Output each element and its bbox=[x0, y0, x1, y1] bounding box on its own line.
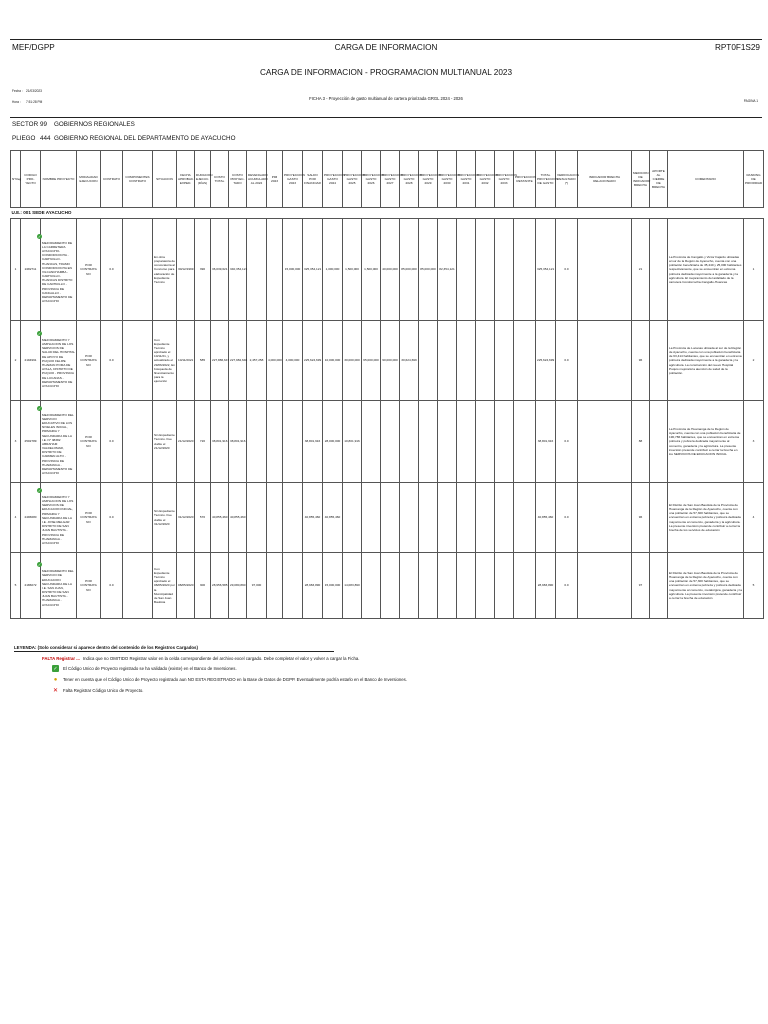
project-name: MEJORAMIENTO DE LA CARRETERA AYACUCHO-CONDORCOCHA - CARHUILLO-HUANCAS, TRAMO CONDORCOCHA EN VILCANCHAMBA - CARHUILLO-HUANCAS DISTRITO DE CARHUILLO - PROVINCIA DE CANGALLO - DEPARTAMENTO DE AYACUCHO bbox=[42, 240, 73, 304]
check-icon: ✓ bbox=[37, 487, 42, 493]
cell-comentario: La Provincia de Lucanas ubicada al sur de la Región de Ayacucho, cuenta con una población beneficiaria de 63,414 habitantes, que se encuentran en extrema pobreza dedicada mayormente a la ganadería y la agricultura. La construcción del nuevo Hospital Puquio mejorará la atención de salud de la población. bbox=[668, 321, 744, 401]
cell-ranking: 1 bbox=[744, 219, 764, 321]
cell-p2023 bbox=[283, 401, 303, 483]
cell-p2027: 40,000,000 bbox=[381, 219, 400, 321]
check-icon: ✓ bbox=[37, 405, 42, 411]
cell-componentes bbox=[123, 321, 153, 401]
cell-p2033 bbox=[495, 483, 514, 553]
cell-p2031 bbox=[457, 483, 476, 553]
cell-n: 3 bbox=[11, 401, 21, 483]
cell-p2029 bbox=[419, 553, 438, 619]
column-header: FECHA APROBAC. EXPED. bbox=[177, 151, 195, 208]
cell-situacion: Sin Expediente Técnico. Fue viable el 21/12/2020 bbox=[153, 401, 177, 483]
cell-verif: 0.0 bbox=[556, 219, 578, 321]
cell-total: 28,983,890 bbox=[536, 553, 556, 619]
cell-comentario: La Provincia de Huamanga de la Región de Ayacucho, cuenta con una población beneficiaria de 190,786 habitantes, que se encuentran en extrema pobreza y pobreza dedicada mayormente al comercio, ganadería y la agricultura. La presente inversión pretende contribuir a cerrar la brecha en los SERVICIOS DE EDUCACION INICIAL bbox=[668, 401, 744, 483]
column-header: NOMBRE PROYECTO bbox=[41, 151, 77, 208]
cell-ranking: 4 bbox=[744, 483, 764, 553]
warning-icon: ● bbox=[53, 676, 58, 683]
legend-title: LEYENDA: (Solo considerar si aparece dentro del contenido de los Registros Cargados) bbox=[14, 645, 334, 652]
column-header: INDICADOR BRECHA RELACIONADO bbox=[578, 151, 632, 208]
cell-p2030: 82,354,121 bbox=[438, 219, 457, 321]
cell-costo-proy: 340,354,121 bbox=[229, 219, 247, 321]
cell-medicion: 97 bbox=[632, 553, 650, 619]
table-row bbox=[11, 553, 764, 619]
cell-restante bbox=[514, 219, 536, 321]
cell-total: 40,855,460 bbox=[536, 483, 556, 553]
cell-verif: 0.0 bbox=[556, 401, 578, 483]
cell-saldo: 28,983,890 bbox=[303, 553, 323, 619]
fecha-value: 21/03/2023 bbox=[26, 89, 42, 93]
cell-p2032 bbox=[476, 553, 495, 619]
cell-verif: 0.0 bbox=[556, 483, 578, 553]
left-code: MEF/DGPP bbox=[12, 43, 55, 52]
cell-p2026 bbox=[362, 553, 381, 619]
legend-row-yellow bbox=[14, 676, 534, 683]
cell-duracion: 720 bbox=[195, 401, 211, 483]
green-text: El Código Unico de Proyecto registrado se ha validado (existe) en el Banco de Inversiones. bbox=[63, 666, 237, 671]
cell-costo-proy: 227,982,646 bbox=[229, 321, 247, 401]
column-header: COSTO PROYEC-TADO bbox=[229, 151, 247, 208]
cell-total: 225,624,699 bbox=[536, 321, 556, 401]
cell-ranking: 5 bbox=[744, 553, 764, 619]
cell-n: 5 bbox=[11, 553, 21, 619]
cell-name bbox=[37, 401, 77, 483]
cell-p2028 bbox=[400, 483, 419, 553]
red-text: Falta Registrar Código Unico de Proyecto. bbox=[63, 688, 144, 693]
project-name-wrap bbox=[37, 405, 75, 476]
cell-duracion: 585 bbox=[195, 321, 211, 401]
table-row bbox=[11, 483, 764, 553]
cell-ranking: 3 bbox=[744, 401, 764, 483]
cell-situacion: Sin Expediente Técnico. Fue viable el 31/12/2020 bbox=[153, 483, 177, 553]
cell-aporte bbox=[650, 483, 668, 553]
cell-duracion: 300 bbox=[195, 553, 211, 619]
cell-modalidad: POR CONTRATA NO bbox=[77, 219, 101, 321]
cell-p2026 bbox=[362, 401, 381, 483]
project-name-wrap bbox=[37, 487, 75, 545]
project-name-wrap bbox=[37, 233, 75, 304]
cell-modalidad: POR CONTRATA NO bbox=[77, 553, 101, 619]
legend bbox=[14, 645, 534, 694]
header-divider bbox=[10, 117, 762, 118]
cell-p2029 bbox=[419, 401, 438, 483]
cell-dev bbox=[247, 219, 267, 321]
table-row bbox=[11, 401, 764, 483]
cell-medicion: 96 bbox=[632, 321, 650, 401]
cell-fecha: 10/11/2021 bbox=[177, 321, 195, 401]
cell-p2024: 1,000,000 bbox=[323, 219, 343, 321]
legend-row-green bbox=[14, 665, 534, 672]
cell-p2023: 4,000,000 bbox=[283, 321, 303, 401]
cell-aporte bbox=[650, 219, 668, 321]
column-header: DEVENGADO ACUMULADO AL 2022 bbox=[247, 151, 267, 208]
cell-total: 325,354,121 bbox=[536, 219, 556, 321]
column-header: SALDO POR FINANCIAR bbox=[303, 151, 323, 208]
column-header: CONTRATO bbox=[101, 151, 123, 208]
cell-code: 2186072 bbox=[21, 553, 41, 619]
cell-costo-total: 227,886,647 bbox=[211, 321, 229, 401]
cell-p2032 bbox=[476, 219, 495, 321]
yellow-text: Tener en cuenta que el Código Unico de Proyecto registrado aun NO ESTA REGISTRADO en la Base de Datos de DGPP. Eventualmente podría estarlo en el Banco de Inversiones. bbox=[63, 677, 408, 682]
column-header: DURACION EJECUC. (DÍAS) bbox=[195, 151, 211, 208]
legend-row-falta bbox=[14, 656, 534, 661]
cell-aporte bbox=[650, 401, 668, 483]
column-header: PIM 2023 bbox=[267, 151, 283, 208]
cell-situacion: En obra preparatoria de convocatoria al Concurso para elaboración de Expediente Técnico bbox=[153, 219, 177, 321]
column-header: VERIFICACION RESULTADO (*) bbox=[556, 151, 578, 208]
check-icon: ✓ bbox=[37, 330, 42, 336]
cell-restante bbox=[514, 321, 536, 401]
cell-pim bbox=[267, 553, 283, 619]
column-header: PROYECCION GASTO 2025 bbox=[343, 151, 362, 208]
sector-row-label: U.E.: 001 SEDE AYACUCHO bbox=[11, 208, 764, 219]
cell-p2025: 30,000,000 bbox=[343, 321, 362, 401]
cell-aporte bbox=[650, 321, 668, 401]
project-name: MEJORAMIENTO DEL SERVICIO DE EDUCACION SECUNDARIA DE LA I.E. SAN JUAN, DISTRITO DE SAN JUAN BAUTISTA - HUAMANGA - AYACUCHO bbox=[42, 569, 74, 607]
project-name: MEJORAMIENTO Y AMPLIACION DE LOS SERVICIOS DE SALUD DEL HOSPITAL DE APOYO DE PUQUIO FELIPE HUAMAN POMA DE AYALA, DISTRITO DE PUQUIO - PROVINCIA DE LUCANAS - DEPARTAMENTO DE AYACUCHO bbox=[42, 337, 75, 388]
cell-p2032 bbox=[476, 321, 495, 401]
cell-costo-proy: 38,801,916 bbox=[229, 401, 247, 483]
cell-modalidad: POR CONTRATA NO bbox=[77, 401, 101, 483]
fecha-label: Fecha : bbox=[12, 89, 23, 93]
cell-pim: 4,000,000 bbox=[267, 321, 283, 401]
cell-p2024: 10,000,000 bbox=[323, 321, 343, 401]
cell-p2032 bbox=[476, 401, 495, 483]
column-header: APORTE AL CIERRE DE BRECHA bbox=[650, 151, 668, 208]
report-subtitle: CARGA DE INFORMACION - PROGRAMACION MULTIANUAL 2023 bbox=[259, 68, 513, 77]
project-name: MEJORAMIENTO Y AMPLIACION DE LOS SERVICIOS DE EDUCACION INICIAL, PRIMARIA Y SECUNDARIA DE LA I.E. JOSE MELGAR DISTRITO DE SAN JUAN BAUTISTA - PROVINCIA DE HUAMANGA - AYACUCHO bbox=[42, 494, 74, 545]
cell-dev: 2,457,258 bbox=[247, 321, 267, 401]
cell-situacion: Con Expediente Técnico aprobado el 10/11/21, y actualizado el 29/06/2022, En búsqueda de financiamiento para la ejecución bbox=[153, 321, 177, 401]
cell-p2030 bbox=[438, 553, 457, 619]
cell-n: 4 bbox=[11, 483, 21, 553]
cell-ranking: 2 bbox=[744, 321, 764, 401]
cell-p2026: 1,500,000 bbox=[362, 219, 381, 321]
column-header: COMPONENTES CONTRATO bbox=[123, 151, 153, 208]
cell-medicion: 21 bbox=[632, 219, 650, 321]
cell-p2033 bbox=[495, 321, 514, 401]
pliego-name: GOBIERNO REGIONAL DEL DEPARTAMENTO DE AYACUCHO bbox=[54, 135, 236, 142]
cell-comentario: El Distrito de San Juan Bautista de la Provincia de Huamanga de la Región de Ayacucho, cuenta con una población de 57,300 habitantes, que se encuentran en extrema pobreza y pobreza dedicada mayormente al comercio, metalúrgica, ganadería y la agricultura. La presente inversión pretende contribuir a cerrar la brecha de educación bbox=[668, 553, 744, 619]
cell-p2033 bbox=[495, 401, 514, 483]
cell-p2025: 14,083,890 bbox=[343, 553, 362, 619]
cell-componentes bbox=[123, 553, 153, 619]
cell-p2027 bbox=[381, 401, 400, 483]
cell-p2031 bbox=[457, 401, 476, 483]
cell-p2033 bbox=[495, 553, 514, 619]
project-name: MEJORAMIENTO DEL SERVICIO EDUCATIVO DE LOS NIVELES INICIAL, PRIMARIA Y SECUNDARIA DE LA I.E. N° 38382 ABRAHAM VALDELOMAR, DISTRITO DE CARMEN ALTO - PROVINCIA DE HUAMANGA - DEPARTAMENTO DE AYACUCHO bbox=[42, 412, 74, 476]
cell-code: 2502789 bbox=[21, 401, 41, 483]
cell-medicion: 96 bbox=[632, 483, 650, 553]
column-header: PROYECCION GASTO 2031 bbox=[457, 151, 476, 208]
page-number: PAGINA 1 bbox=[743, 99, 758, 103]
right-code: RPT0F1S29 bbox=[714, 43, 760, 52]
cell-n: 1 bbox=[11, 219, 21, 321]
cell-n: 2 bbox=[11, 321, 21, 401]
project-name-wrap bbox=[37, 562, 75, 607]
sector-name: GOBIERNOS REGIONALES bbox=[54, 121, 135, 128]
cell-pim bbox=[267, 401, 283, 483]
falta-label: FALTA Registrar ... bbox=[42, 656, 80, 661]
cell-p2027 bbox=[381, 553, 400, 619]
column-header: COSTO TOTAL bbox=[211, 151, 229, 208]
cell-p2029 bbox=[419, 483, 438, 553]
cell-restante bbox=[514, 401, 536, 483]
cell-dev bbox=[247, 483, 267, 553]
cell-p2031 bbox=[457, 321, 476, 401]
cell-contrato: 0.0 bbox=[101, 483, 123, 553]
cell-verif: 0.0 bbox=[556, 321, 578, 401]
cell-name bbox=[37, 219, 77, 321]
cell-total: 38,801,916 bbox=[536, 401, 556, 483]
cell-costo-total: 36,039,621 bbox=[211, 219, 229, 321]
cell-code: 2194991 bbox=[21, 321, 41, 401]
cell-costo-total: 38,801,916 bbox=[211, 401, 229, 483]
sector-label: SECTOR bbox=[12, 121, 39, 128]
cell-duracion: 570 bbox=[195, 483, 211, 553]
cell-saldo: 40,855,460 bbox=[303, 483, 323, 553]
cell-fecha: 30/12/1999 bbox=[177, 219, 195, 321]
check-icon: ✓ bbox=[53, 665, 58, 672]
cell-componentes bbox=[123, 483, 153, 553]
falta-text: Indica que no OMITIDO Registrar valor en la celda correspondiente del archivo excel cargado. Debe completar el valor y volver a cargar la Ficha. bbox=[82, 656, 360, 661]
cell-name bbox=[37, 321, 77, 401]
cell-p2028 bbox=[400, 401, 419, 483]
table-header-row bbox=[11, 151, 764, 208]
cell-indicador bbox=[578, 401, 632, 483]
cell-p2031 bbox=[457, 553, 476, 619]
cell-restante bbox=[514, 553, 536, 619]
column-header: CODIGO PRO-YECTO bbox=[21, 151, 41, 208]
cell-contrato: 0.0 bbox=[101, 401, 123, 483]
cell-costo-total: 40,855,460 bbox=[211, 483, 229, 553]
cell-p2025: 10,801,916 bbox=[343, 401, 362, 483]
column-header: PROYECCION GASTO 2033 bbox=[495, 151, 514, 208]
cell-p2026: 65,000,000 bbox=[362, 321, 381, 401]
cell-p2029: 85,000,000 bbox=[419, 219, 438, 321]
cell-verif: 0.0 bbox=[556, 553, 578, 619]
cell-aporte bbox=[650, 553, 668, 619]
cell-pim bbox=[267, 219, 283, 321]
cell-p2030 bbox=[438, 483, 457, 553]
cell-p2023 bbox=[283, 483, 303, 553]
cell-costo-total: 28,956,585 bbox=[211, 553, 229, 619]
check-icon: ✓ bbox=[37, 233, 42, 239]
column-header: N°Reg bbox=[11, 151, 21, 208]
column-header: PROYECCION GASTO 2027 bbox=[381, 151, 400, 208]
cell-dev bbox=[247, 401, 267, 483]
cell-componentes bbox=[123, 219, 153, 321]
legend-row-red bbox=[14, 687, 534, 694]
cell-dev: 97,000 bbox=[247, 553, 267, 619]
cell-code: 2482711 bbox=[21, 219, 41, 321]
cell-saldo: 38,801,916 bbox=[303, 401, 323, 483]
cell-p2025 bbox=[343, 483, 362, 553]
check-icon: ✓ bbox=[37, 562, 42, 568]
cell-restante bbox=[514, 483, 536, 553]
project-name-wrap bbox=[37, 330, 75, 388]
hora-value: 7:51:28 PM bbox=[26, 100, 43, 104]
cell-pim bbox=[267, 483, 283, 553]
cell-costo-proy: 40,855,460 bbox=[229, 483, 247, 553]
sector-code: 99 bbox=[40, 121, 48, 128]
cell-code: 2496680 bbox=[21, 483, 41, 553]
table-row bbox=[11, 321, 764, 401]
cell-modalidad: POR CONTRATA NO bbox=[77, 321, 101, 401]
cell-p2023: 15,000,000 bbox=[283, 219, 303, 321]
cell-comentario: El Distrito de San Juan Bautista de la Provincia de Huamanga de la Región de Ayacucho, cuenta con una población de 57,300 habitantes, que se encuentran en extrema pobreza y pobreza dedicada mayormente al comercio, ganadería y la agricultura. La presente inversión pretende contribuir a cerrar la brecha de los servicios de educación bbox=[668, 483, 744, 553]
cell-p2030 bbox=[438, 321, 457, 401]
cell-p2026 bbox=[362, 483, 381, 553]
column-header: TOTAL PROYECCION DE GASTO bbox=[536, 151, 556, 208]
cell-medicion: 88 bbox=[632, 401, 650, 483]
cell-situacion: Con Expediente Técnico aprobado el 08/05/2020 por la Municipalidad de San Juan Bautista bbox=[153, 553, 177, 619]
cell-p2025: 1,500,000 bbox=[343, 219, 362, 321]
cell-duracion: 390 bbox=[195, 219, 211, 321]
column-header: PROYECCION GASTO 2032 bbox=[476, 151, 495, 208]
column-header: RANKING DE PRIORIDAD bbox=[744, 151, 764, 208]
pliego-label: PLIEGO bbox=[12, 135, 36, 142]
ficha-title: FICHA 3 - Proyección de gasto multianual de cartera priorizada GRGL 2024 - 2026 bbox=[309, 96, 463, 101]
cell-p2024: 15,000,000 bbox=[323, 553, 343, 619]
column-header: PROYECCION GASTO 2024 bbox=[323, 151, 343, 208]
cell-fecha: 08/05/2020 bbox=[177, 553, 195, 619]
column-header: PROYECCION GASTO 2023 bbox=[283, 151, 303, 208]
cell-modalidad: POR CONTRATA NO bbox=[77, 483, 101, 553]
cell-saldo: 225,624,699 bbox=[303, 321, 323, 401]
cell-fecha: 21/12/2020 bbox=[177, 401, 195, 483]
cell-name bbox=[37, 553, 77, 619]
sector-row bbox=[11, 208, 764, 219]
cell-contrato: 0.0 bbox=[101, 219, 123, 321]
cell-saldo: 325,354,121 bbox=[303, 219, 323, 321]
cross-icon: ✕ bbox=[52, 688, 59, 694]
column-header: MODALIDAD EJECUCION bbox=[77, 151, 101, 208]
cell-p2031 bbox=[457, 219, 476, 321]
column-header: PROYECCION GASTO 2028 bbox=[400, 151, 419, 208]
cell-p2027 bbox=[381, 483, 400, 553]
cell-indicador bbox=[578, 553, 632, 619]
cell-costo-proy: 29,080,890 bbox=[229, 553, 247, 619]
cell-componentes bbox=[123, 401, 153, 483]
cell-p2024: 40,855,460 bbox=[323, 483, 343, 553]
cell-comentario: La Provincia de Cangallo y Victor Fajardo ubicadas al sur de la Región de Ayacucho, cuenta con una población beneficiaria de 35,440 y 25,000 habitantes respectivamente, que se encuentran en extrema pobreza dedicada mayormente a la ganadería y la agricultura. El mejoramiento del asfaltado de la carretera Condorcocha-Cangallo-Huancas bbox=[668, 219, 744, 321]
cell-contrato: 0.0 bbox=[101, 553, 123, 619]
report-title: CARGA DE INFORMACION bbox=[334, 43, 438, 52]
cell-contrato: 0.0 bbox=[101, 321, 123, 401]
cell-indicador bbox=[578, 321, 632, 401]
column-header: PROYECCION GASTO 2030 bbox=[438, 151, 457, 208]
pliego-code: 444 bbox=[40, 135, 51, 142]
projects-table bbox=[10, 150, 764, 619]
column-header: PROYECCION GASTO 2029 bbox=[419, 151, 438, 208]
cell-p2023 bbox=[283, 553, 303, 619]
column-header: PROYECCION RESTANTE bbox=[514, 151, 536, 208]
cell-p2033 bbox=[495, 219, 514, 321]
cell-name bbox=[37, 483, 77, 553]
cell-p2028 bbox=[400, 553, 419, 619]
cell-indicador bbox=[578, 483, 632, 553]
top-rule bbox=[10, 39, 762, 40]
table-row bbox=[11, 219, 764, 321]
column-header: COMENTARIO bbox=[668, 151, 744, 208]
cell-p2027: 90,000,000 bbox=[381, 321, 400, 401]
cell-fecha: 31/12/2020 bbox=[177, 483, 195, 553]
cell-p2028: 30,624,699 bbox=[400, 321, 419, 401]
column-header: SITUACION bbox=[153, 151, 177, 208]
cell-indicador bbox=[578, 219, 632, 321]
cell-p2024: 28,000,000 bbox=[323, 401, 343, 483]
cell-p2030 bbox=[438, 401, 457, 483]
column-header: PROYECCION GASTO 2026 bbox=[362, 151, 381, 208]
hora-label: Hora : bbox=[12, 100, 21, 104]
cell-p2032 bbox=[476, 483, 495, 553]
cell-p2029 bbox=[419, 321, 438, 401]
cell-p2028: 85,000,000 bbox=[400, 219, 419, 321]
column-header: MEDICION DE INDICADOR BRECHA bbox=[632, 151, 650, 208]
